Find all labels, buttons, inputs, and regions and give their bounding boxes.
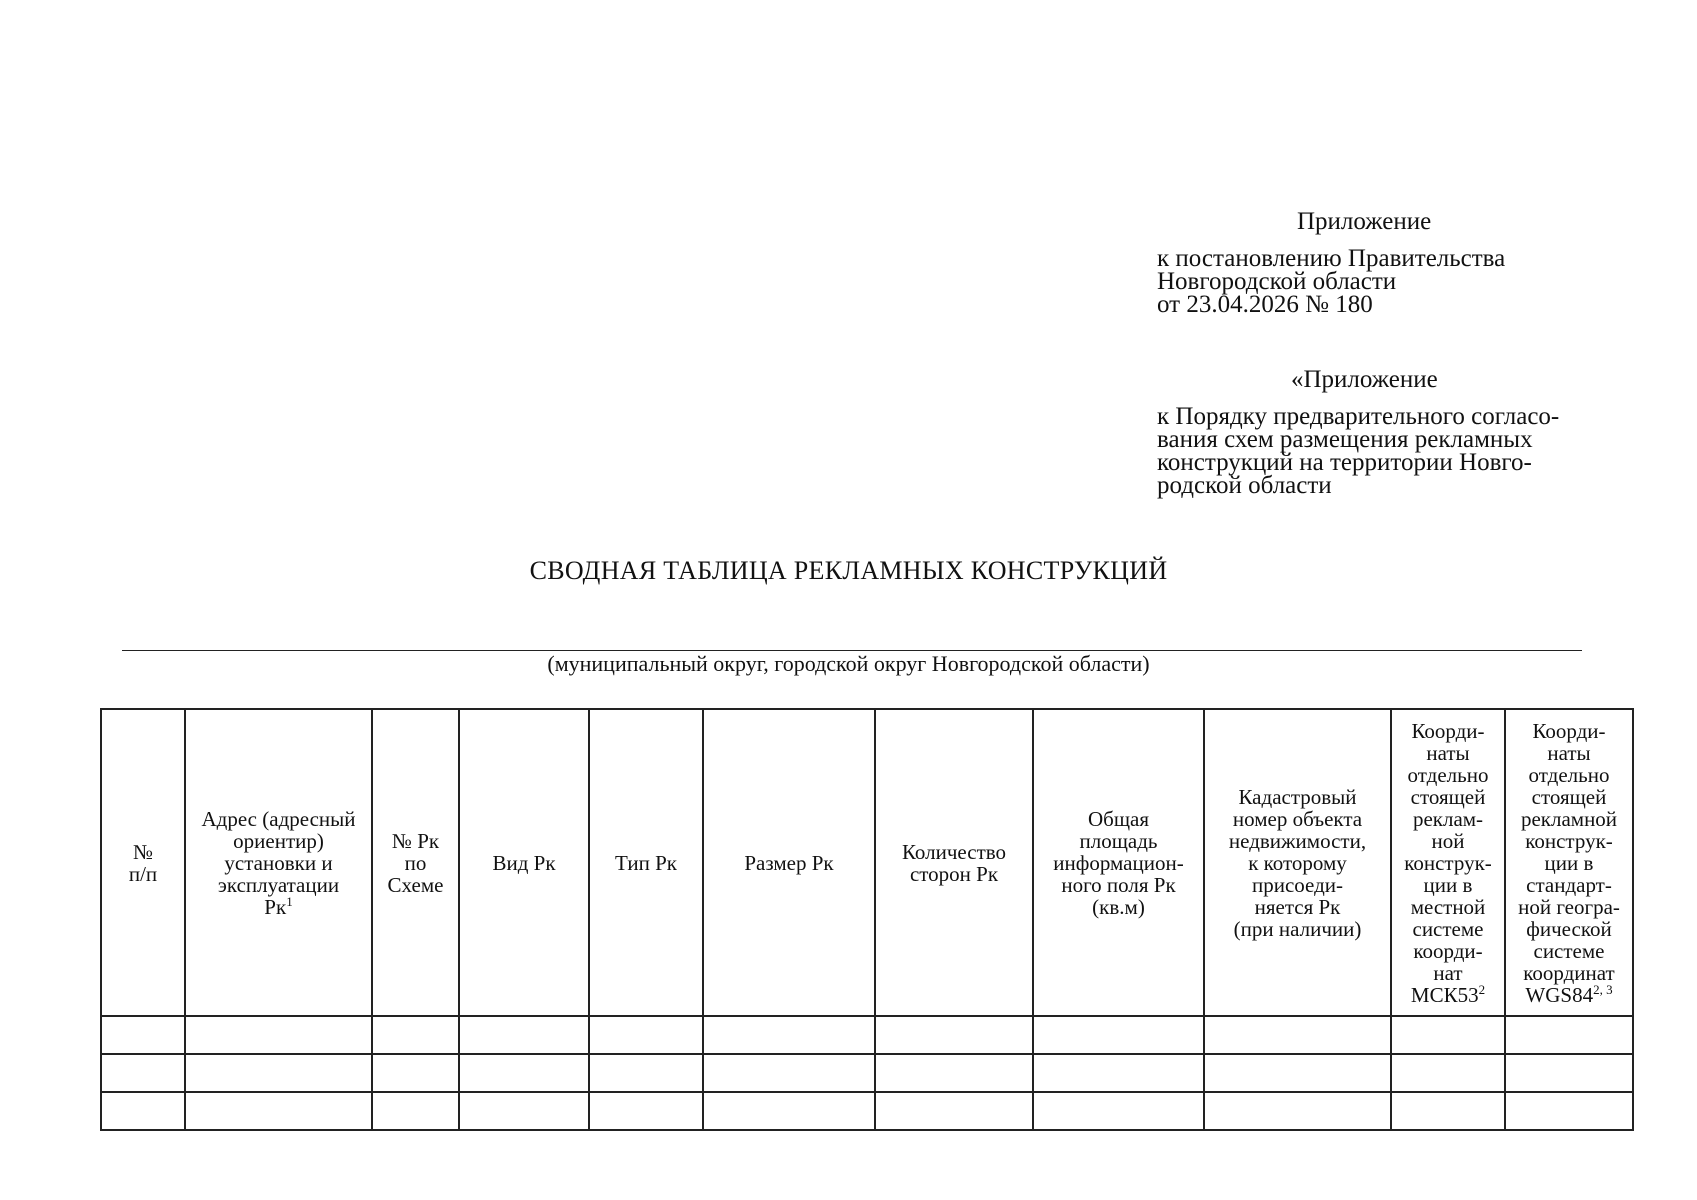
appendix-line: к постановлению Правительства bbox=[1157, 245, 1506, 272]
table-cell[interactable] bbox=[1391, 1016, 1505, 1054]
column-header: Коорди- наты отдельно стоящей рекламной конструк- ции в стандарт- ной геогра- фической системе координат WGS84$^{2, 3}$ bbox=[1505, 709, 1633, 1016]
table-cell[interactable] bbox=[589, 1092, 703, 1130]
column-header: Коорди- наты отдельно стоящей реклам- ной конструк- ции в местной системе коорди- нат $МСК53^2$ bbox=[1391, 709, 1505, 1016]
table-cell[interactable] bbox=[875, 1016, 1033, 1054]
document-title: СВОДНАЯ ТАБЛИЦА РЕКЛАМНЫХ КОНСТРУКЦИЙ bbox=[529, 556, 1168, 585]
table-cell[interactable] bbox=[703, 1016, 875, 1054]
summary-table bbox=[100, 708, 1634, 1131]
table-cell[interactable] bbox=[459, 1016, 589, 1054]
table-cell[interactable] bbox=[589, 1016, 703, 1054]
table-cell[interactable] bbox=[185, 1054, 372, 1092]
table-cell[interactable] bbox=[703, 1054, 875, 1092]
table-cell[interactable] bbox=[372, 1054, 459, 1092]
appendix-order-heading: «Приложение bbox=[1291, 366, 1438, 393]
table-cell[interactable] bbox=[589, 1054, 703, 1092]
appendix-line: от 23.04.2026 № 180 bbox=[1157, 291, 1373, 318]
table-cell[interactable] bbox=[1204, 1092, 1391, 1130]
table-cell[interactable] bbox=[1391, 1092, 1505, 1130]
table-cell[interactable] bbox=[459, 1092, 589, 1130]
table-cell[interactable] bbox=[1204, 1016, 1391, 1054]
table-cell[interactable] bbox=[1033, 1016, 1204, 1054]
table-cell[interactable] bbox=[1505, 1016, 1633, 1054]
table-header-row bbox=[101, 709, 1633, 1016]
appendix-order-line: вания схем размещения рекламных bbox=[1157, 426, 1533, 453]
footnote-mark: 2, 3 bbox=[1593, 981, 1613, 997]
appendix-block bbox=[1157, 210, 1577, 316]
table-cell[interactable] bbox=[1204, 1054, 1391, 1092]
table-cell[interactable] bbox=[459, 1054, 589, 1092]
appendix-line: Новгородской области bbox=[1157, 268, 1397, 295]
column-header: Кадастровый номер объекта недвижимости, к которому присоеди- няется Рк (при наличии) bbox=[1204, 709, 1391, 1016]
column-header: Размер Рк bbox=[703, 709, 875, 1016]
table-cell[interactable] bbox=[1505, 1054, 1633, 1092]
table-cell[interactable] bbox=[1033, 1092, 1204, 1130]
column-header: Количество сторон Рк bbox=[875, 709, 1033, 1016]
table-cell[interactable] bbox=[875, 1092, 1033, 1130]
table-cell[interactable] bbox=[101, 1016, 185, 1054]
column-header: № Рк по Схеме bbox=[372, 709, 459, 1016]
appendix-order-block bbox=[1157, 368, 1597, 497]
footnote-mark: 1 bbox=[286, 893, 293, 909]
table-cell[interactable] bbox=[101, 1054, 185, 1092]
table-cell[interactable] bbox=[185, 1016, 372, 1054]
column-header: Адрес (адресный ориентир) установки и эксплуатации $Рк^1$ bbox=[185, 709, 372, 1016]
table-row bbox=[101, 1054, 1633, 1092]
column-header: Тип Рк bbox=[589, 709, 703, 1016]
column-header: № п/п bbox=[101, 709, 185, 1016]
column-header: Вид Рк bbox=[459, 709, 589, 1016]
table-row bbox=[101, 1092, 1633, 1130]
table-cell[interactable] bbox=[372, 1016, 459, 1054]
table-row bbox=[101, 1016, 1633, 1054]
appendix-order-line: к Порядку предварительного согласо- bbox=[1157, 403, 1560, 430]
table-cell[interactable] bbox=[1391, 1054, 1505, 1092]
table-cell[interactable] bbox=[372, 1092, 459, 1130]
column-header: Общая площадь информацион- ного поля Рк (кв.м) bbox=[1033, 709, 1204, 1016]
table-cell[interactable] bbox=[1505, 1092, 1633, 1130]
appendix-heading: Приложение bbox=[1297, 208, 1432, 235]
table-cell[interactable] bbox=[101, 1092, 185, 1130]
footnote-mark: 2 bbox=[1478, 981, 1486, 997]
table-cell[interactable] bbox=[1033, 1054, 1204, 1092]
table-cell[interactable] bbox=[703, 1092, 875, 1130]
fill-in-caption: (муниципальный округ, городской округ Новгородской области) bbox=[547, 651, 1150, 676]
appendix-order-line: конструкций на территории Новго- bbox=[1157, 449, 1532, 476]
table-cell[interactable] bbox=[875, 1054, 1033, 1092]
table-cell[interactable] bbox=[185, 1092, 372, 1130]
appendix-order-line: родской области bbox=[1157, 472, 1332, 499]
